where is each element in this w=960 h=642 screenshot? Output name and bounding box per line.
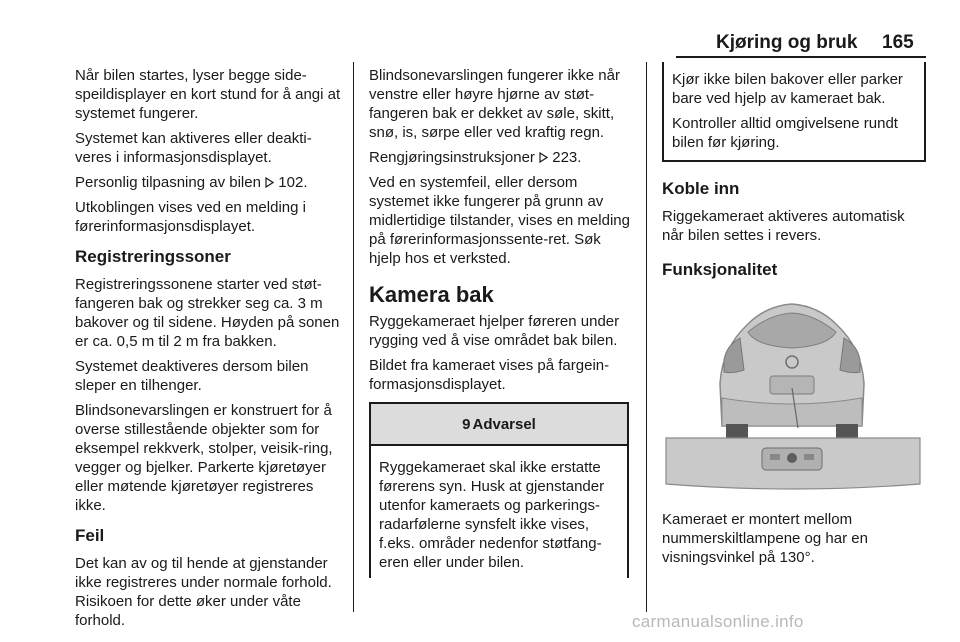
column-2 bbox=[369, 66, 633, 578]
paragraph: Systemet deaktiveres dersom bilen sleper en tilhenger. bbox=[75, 358, 309, 394]
warning-continued-box bbox=[662, 62, 926, 162]
warning-title: Advarsel bbox=[472, 415, 536, 433]
reference-text: Rengjøringsinstruksjoner bbox=[369, 149, 535, 166]
page-header-title: Kjøring og bruk bbox=[716, 32, 858, 53]
paragraph bbox=[369, 148, 633, 167]
page-ref[interactable]: 223. bbox=[552, 149, 582, 166]
paragraph: Blindsonevarslingen er konstruert for å overse stillestående objekter som for eksempel rekkverk, stolper, veisik-ring, vegger og bjelker. Parkerte kjøretøyer eller møtende kjøretøyer registreres ikke. bbox=[75, 402, 333, 514]
paragraph: Ryggekameraet hjelper føreren under rygging ved å vise området bak bilen. bbox=[369, 313, 620, 349]
column-divider-2 bbox=[646, 62, 647, 612]
paragraph: Bildet fra kameraet vises på fargein-formasjonsdisplayet. bbox=[369, 357, 610, 393]
column-3 bbox=[662, 62, 926, 573]
heading-activation: Koble inn bbox=[662, 179, 740, 198]
warning-body bbox=[369, 446, 629, 578]
column-1 bbox=[75, 66, 345, 636]
warning-text: Kjør ikke bilen bakover eller parker bare ved hjelp av kameraet bak. bbox=[672, 71, 903, 107]
heading-rear-camera: Kamera bak bbox=[369, 282, 494, 307]
warning-symbol-icon: 9 bbox=[462, 415, 471, 433]
paragraph: Riggekameraet aktiveres automatisk når bilen settes i revers. bbox=[662, 208, 905, 244]
paragraph: Det kan av og til hende at gjenstander ikke registreres under normale forhold. Risikoen for dette øker under våte forhold. bbox=[75, 555, 332, 629]
paragraph: Kameraet er montert mellom nummerskiltlampene og har en visningsvinkel på 130°. bbox=[662, 511, 868, 566]
heading-functionality: Funksjonalitet bbox=[662, 260, 778, 279]
paragraph: Ved en systemfeil, eller dersom systemet ikke fungerer på grunn av midlertidige tilstander, vises en melding på førerinformasjonssente-ret. Søk hjelp hos et verksted. bbox=[369, 174, 630, 267]
watermark: carmanualsonline.info bbox=[632, 612, 804, 631]
reference-text: Personlig tilpasning av bilen bbox=[75, 174, 261, 191]
header-rule bbox=[676, 56, 926, 58]
warning-header bbox=[369, 402, 629, 446]
page-number: 165 bbox=[882, 32, 914, 53]
heading-detection-zones: Registreringssoner bbox=[75, 247, 231, 266]
rear-camera-illustration bbox=[662, 288, 924, 500]
paragraph bbox=[75, 173, 345, 192]
paragraph: Når bilen startes, lyser begge side-speildisplayer en kort stund for å angi at systemet fungerer. bbox=[75, 67, 341, 122]
column-divider-1 bbox=[353, 62, 354, 612]
page-ref-arrow-icon bbox=[265, 174, 278, 191]
heading-fault: Feil bbox=[75, 526, 105, 545]
paragraph: Utkoblingen vises ved en melding i førerinformasjonsdisplayet. bbox=[75, 199, 306, 235]
page-ref[interactable]: 102. bbox=[278, 174, 308, 191]
page-ref-arrow-icon bbox=[539, 149, 552, 166]
warning-text: Ryggekameraet skal ikke erstatte førerens syn. Husk at gjenstander utenfor kameraets og parkerings-radarfølerne synsfelt ikke vises, f.eks. områder nedenfor støtfang-eren eller under bilen. bbox=[379, 459, 605, 571]
paragraph: Blindsonevarslingen fungerer ikke når venstre eller høyre hjørne av støt-fangeren bak er dekket av søle, skitt, snø, is, sørpe eller ved kraftig regn. bbox=[369, 67, 620, 141]
warning-box bbox=[369, 402, 629, 578]
paragraph: Systemet kan aktiveres eller deakti-veres i informasjonsdisplayet. bbox=[75, 130, 312, 166]
paragraph: Registreringssonene starter ved støt-fangeren bak og strekker seg ca. 3 m bakover og til sidene. Høyden på sonen er ca. 0,5 m til 2 m fra bakken. bbox=[75, 276, 340, 350]
warning-text: Kontroller alltid omgivelsene rundt bilen før kjøring. bbox=[672, 115, 898, 151]
